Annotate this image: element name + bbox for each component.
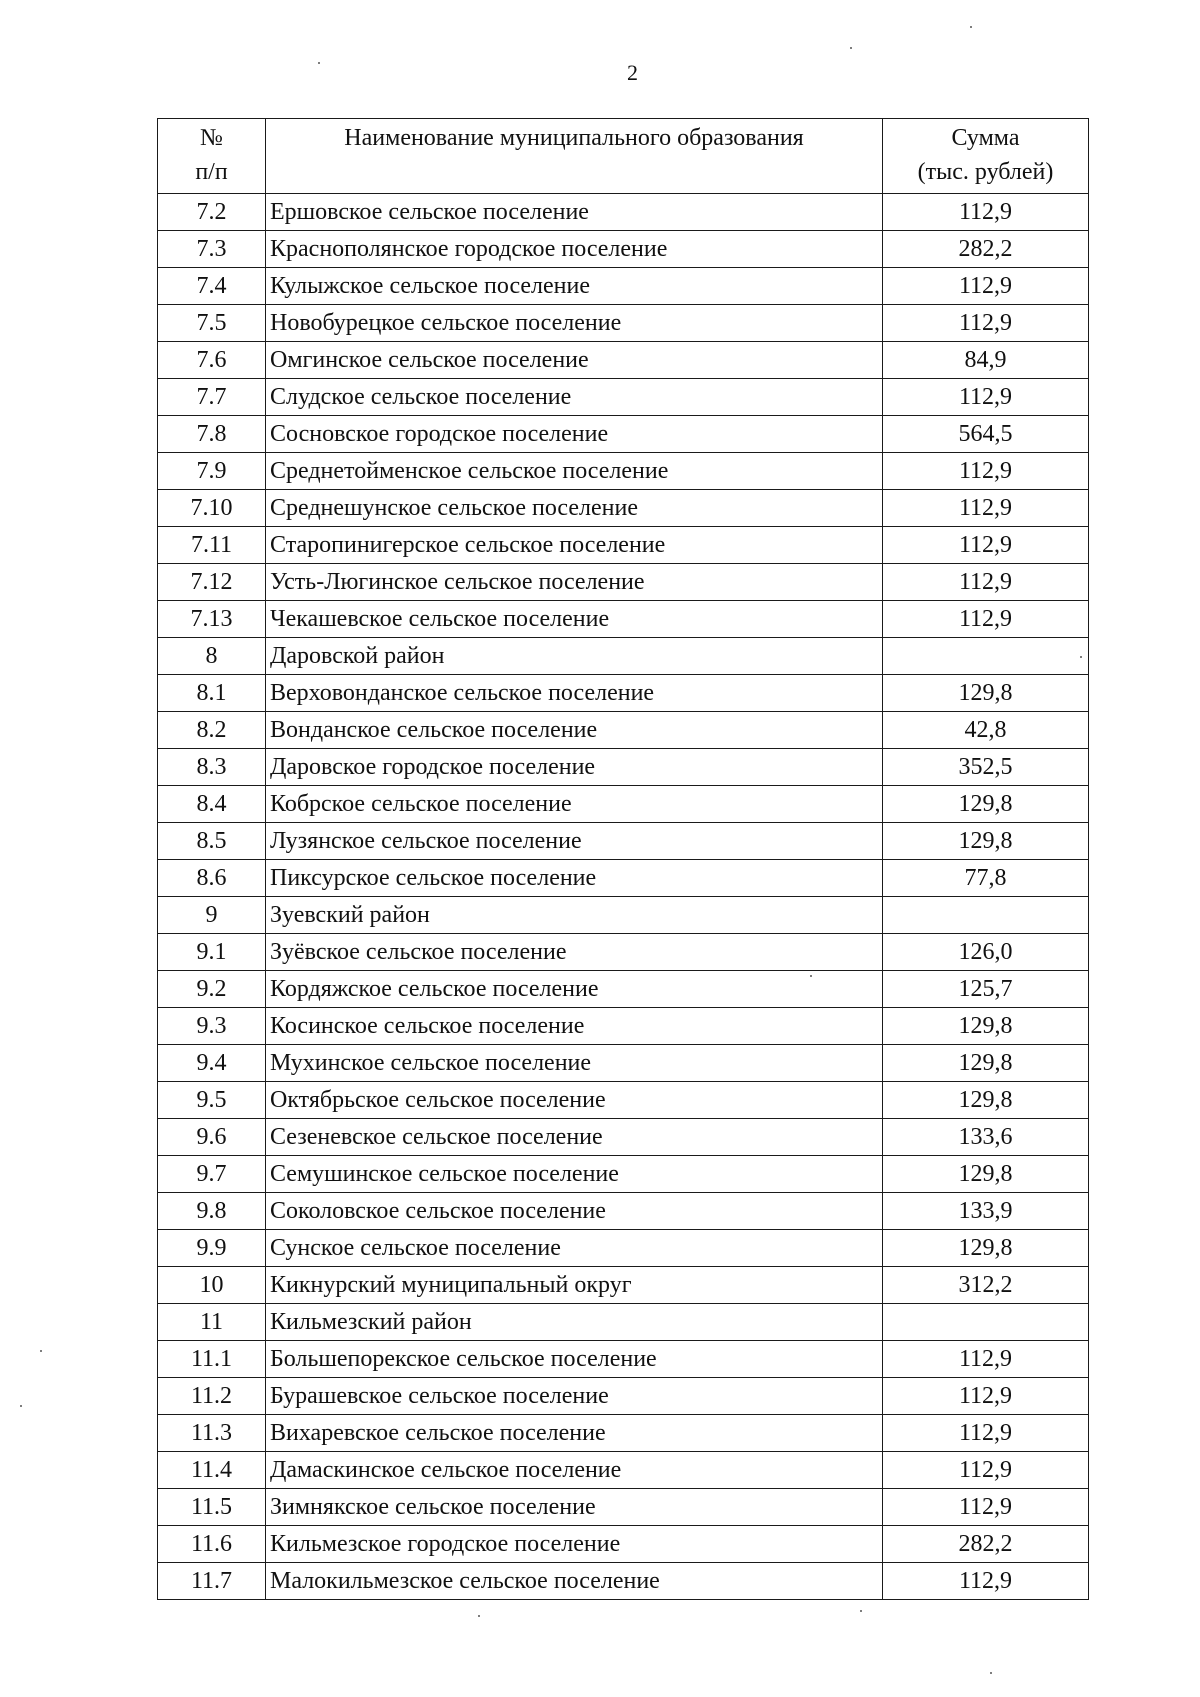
row-number: 11.1 — [158, 1341, 266, 1378]
row-sum: 112,9 — [883, 379, 1089, 416]
row-sum: 129,8 — [883, 1230, 1089, 1267]
table-row — [158, 1156, 1089, 1193]
row-number: 8.1 — [158, 675, 266, 712]
header-name: Наименование муниципального образования — [266, 119, 883, 194]
row-number: 9 — [158, 897, 266, 934]
header-sum-line2: (тыс. рублей) — [917, 159, 1054, 185]
row-sum: 129,8 — [883, 1045, 1089, 1082]
row-name: Кильмезское городское поселение — [266, 1526, 883, 1563]
row-number: 7.5 — [158, 305, 266, 342]
row-name: Старопинигерское сельское поселение — [266, 527, 883, 564]
page-number: 2 — [627, 60, 638, 85]
row-number: 9.5 — [158, 1082, 266, 1119]
row-sum: 112,9 — [883, 1452, 1089, 1489]
row-name: Семушинское сельское поселение — [266, 1156, 883, 1193]
row-number: 11.4 — [158, 1452, 266, 1489]
row-sum: 112,9 — [883, 490, 1089, 527]
header-sum — [883, 119, 1089, 194]
row-number: 7.10 — [158, 490, 266, 527]
row-sum: 564,5 — [883, 416, 1089, 453]
row-sum: 112,9 — [883, 1489, 1089, 1526]
row-name: Сосновское городское поселение — [266, 416, 883, 453]
row-sum: 133,6 — [883, 1119, 1089, 1156]
row-sum — [883, 1304, 1089, 1341]
table-row — [158, 860, 1089, 897]
row-number: 8.3 — [158, 749, 266, 786]
table-body — [158, 194, 1089, 1600]
table-row — [158, 416, 1089, 453]
allocation-table — [157, 118, 1089, 1600]
table-row — [158, 786, 1089, 823]
row-name: Верховонданское сельское поселение — [266, 675, 883, 712]
scan-speck — [478, 1615, 480, 1617]
row-name: Сезеневское сельское поселение — [266, 1119, 883, 1156]
scan-speck — [20, 1405, 22, 1407]
row-number: 8.6 — [158, 860, 266, 897]
row-sum — [883, 897, 1089, 934]
row-name: Новобурецкое сельское поселение — [266, 305, 883, 342]
row-sum: 282,2 — [883, 231, 1089, 268]
row-sum: 282,2 — [883, 1526, 1089, 1563]
row-number: 11.3 — [158, 1415, 266, 1452]
row-sum — [883, 638, 1089, 675]
table-row — [158, 1267, 1089, 1304]
table-row — [158, 749, 1089, 786]
row-name: Краснополянское городское поселение — [266, 231, 883, 268]
table-row — [158, 527, 1089, 564]
row-number: 9.4 — [158, 1045, 266, 1082]
row-number: 7.4 — [158, 268, 266, 305]
table-row — [158, 934, 1089, 971]
row-name: Зуёвское сельское поселение — [266, 934, 883, 971]
row-sum: 112,9 — [883, 1341, 1089, 1378]
row-name: Бурашевское сельское поселение — [266, 1378, 883, 1415]
row-sum: 352,5 — [883, 749, 1089, 786]
scan-speck — [990, 1672, 992, 1674]
table-row — [158, 490, 1089, 527]
header-number — [158, 119, 266, 194]
header-number-line2: п/п — [195, 159, 228, 185]
row-number: 8.4 — [158, 786, 266, 823]
row-sum: 84,9 — [883, 342, 1089, 379]
row-number: 10 — [158, 1267, 266, 1304]
row-name: Большепорекское сельское поселение — [266, 1341, 883, 1378]
row-number: 7.11 — [158, 527, 266, 564]
row-sum: 112,9 — [883, 268, 1089, 305]
scan-speck — [970, 26, 972, 28]
table-row — [158, 712, 1089, 749]
row-number: 7.8 — [158, 416, 266, 453]
row-name: Слудское сельское поселение — [266, 379, 883, 416]
table-row — [158, 1378, 1089, 1415]
table-row — [158, 1230, 1089, 1267]
row-sum: 129,8 — [883, 786, 1089, 823]
row-name: Вонданское сельское поселение — [266, 712, 883, 749]
row-number: 7.9 — [158, 453, 266, 490]
table-row — [158, 564, 1089, 601]
row-sum: 125,7 — [883, 971, 1089, 1008]
row-sum: 112,9 — [883, 194, 1089, 231]
row-number: 8.2 — [158, 712, 266, 749]
row-name: Усть-Люгинское сельское поселение — [266, 564, 883, 601]
row-number: 8.5 — [158, 823, 266, 860]
row-name: Лузянское сельское поселение — [266, 823, 883, 860]
row-number: 7.12 — [158, 564, 266, 601]
header-sum-line1: Сумма — [951, 125, 1020, 151]
table-row — [158, 897, 1089, 934]
scan-speck — [1080, 656, 1082, 658]
row-number: 7.7 — [158, 379, 266, 416]
row-number: 9.2 — [158, 971, 266, 1008]
row-name: Мухинское сельское поселение — [266, 1045, 883, 1082]
row-sum: 112,9 — [883, 1563, 1089, 1600]
table-row — [158, 1415, 1089, 1452]
row-number: 11.5 — [158, 1489, 266, 1526]
table-row — [158, 1341, 1089, 1378]
row-number: 9.8 — [158, 1193, 266, 1230]
table-row — [158, 268, 1089, 305]
table-row — [158, 231, 1089, 268]
row-number: 11.7 — [158, 1563, 266, 1600]
row-name: Зуевский район — [266, 897, 883, 934]
row-name: Кильмезский район — [266, 1304, 883, 1341]
table-row — [158, 453, 1089, 490]
table-row — [158, 1563, 1089, 1600]
table-row — [158, 823, 1089, 860]
row-sum: 129,8 — [883, 1156, 1089, 1193]
table-row — [158, 675, 1089, 712]
row-number: 9.9 — [158, 1230, 266, 1267]
table-row — [158, 1526, 1089, 1563]
scan-speck — [40, 1350, 42, 1352]
row-sum: 129,8 — [883, 823, 1089, 860]
row-number: 11.2 — [158, 1378, 266, 1415]
table-row — [158, 1119, 1089, 1156]
table-row — [158, 638, 1089, 675]
row-sum: 77,8 — [883, 860, 1089, 897]
row-name: Малокильмезское сельское поселение — [266, 1563, 883, 1600]
table-row — [158, 1304, 1089, 1341]
row-name: Пиксурское сельское поселение — [266, 860, 883, 897]
row-number: 11 — [158, 1304, 266, 1341]
row-number: 7.13 — [158, 601, 266, 638]
row-name: Соколовское сельское поселение — [266, 1193, 883, 1230]
header-number-line1: № — [200, 125, 223, 151]
scan-speck — [810, 975, 812, 977]
row-sum: 112,9 — [883, 1378, 1089, 1415]
table-row — [158, 194, 1089, 231]
row-number: 7.6 — [158, 342, 266, 379]
table-row — [158, 1193, 1089, 1230]
row-name: Дамаскинское сельское поселение — [266, 1452, 883, 1489]
table-header — [158, 119, 1089, 194]
row-name: Вихаревское сельское поселение — [266, 1415, 883, 1452]
row-name: Чекашевское сельское поселение — [266, 601, 883, 638]
scan-speck — [860, 1610, 862, 1612]
row-number: 9.7 — [158, 1156, 266, 1193]
header-row — [158, 119, 1089, 194]
table-row — [158, 379, 1089, 416]
row-name: Зимнякское сельское поселение — [266, 1489, 883, 1526]
table-row — [158, 1452, 1089, 1489]
table-row — [158, 1082, 1089, 1119]
row-name: Сунское сельское поселение — [266, 1230, 883, 1267]
row-name: Кикнурский муниципальный округ — [266, 1267, 883, 1304]
row-sum: 312,2 — [883, 1267, 1089, 1304]
table-row — [158, 1045, 1089, 1082]
row-sum: 129,8 — [883, 1008, 1089, 1045]
row-number: 8 — [158, 638, 266, 675]
scan-speck — [318, 62, 320, 64]
row-sum: 133,9 — [883, 1193, 1089, 1230]
row-sum: 112,9 — [883, 601, 1089, 638]
row-sum: 112,9 — [883, 527, 1089, 564]
row-name: Косинское сельское поселение — [266, 1008, 883, 1045]
table-row — [158, 342, 1089, 379]
row-sum: 112,9 — [883, 453, 1089, 490]
row-name: Ершовское сельское поселение — [266, 194, 883, 231]
table-row — [158, 1008, 1089, 1045]
row-sum: 126,0 — [883, 934, 1089, 971]
table-row — [158, 305, 1089, 342]
row-sum: 112,9 — [883, 1415, 1089, 1452]
scan-speck — [850, 47, 852, 49]
row-name: Среднетойменское сельское поселение — [266, 453, 883, 490]
row-number: 9.3 — [158, 1008, 266, 1045]
row-name: Среднешунское сельское поселение — [266, 490, 883, 527]
row-number: 9.1 — [158, 934, 266, 971]
row-sum: 112,9 — [883, 305, 1089, 342]
row-name: Даровской район — [266, 638, 883, 675]
row-sum: 129,8 — [883, 675, 1089, 712]
row-name: Даровское городское поселение — [266, 749, 883, 786]
table-row — [158, 1489, 1089, 1526]
table-row — [158, 601, 1089, 638]
row-name: Октябрьское сельское поселение — [266, 1082, 883, 1119]
row-number: 7.2 — [158, 194, 266, 231]
row-sum: 112,9 — [883, 564, 1089, 601]
row-sum: 42,8 — [883, 712, 1089, 749]
row-number: 11.6 — [158, 1526, 266, 1563]
row-number: 7.3 — [158, 231, 266, 268]
row-name: Кулыжское сельское поселение — [266, 268, 883, 305]
row-name: Кобрское сельское поселение — [266, 786, 883, 823]
table-row — [158, 971, 1089, 1008]
row-name: Омгинское сельское поселение — [266, 342, 883, 379]
row-number: 9.6 — [158, 1119, 266, 1156]
row-sum: 129,8 — [883, 1082, 1089, 1119]
row-name: Кордяжское сельское поселение — [266, 971, 883, 1008]
